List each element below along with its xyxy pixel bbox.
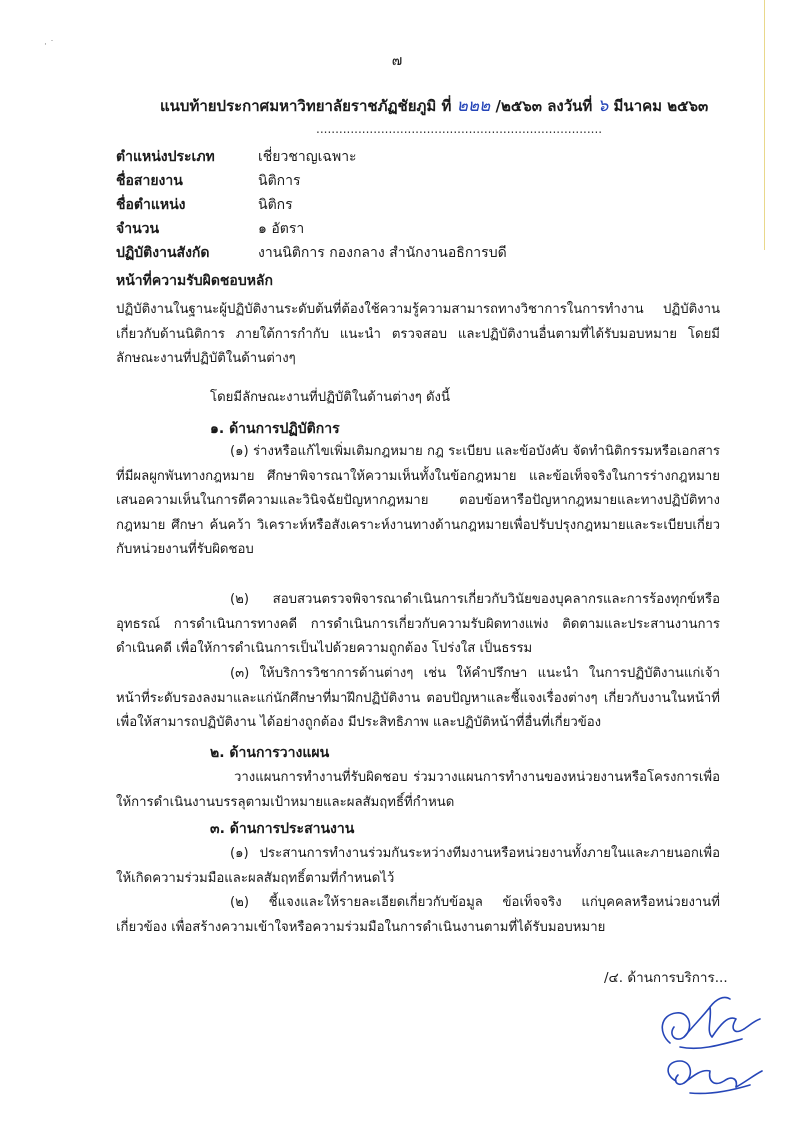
scan-edge-line <box>764 0 765 250</box>
field-label-position-type: ตำแหน่งประเภท <box>116 149 215 165</box>
handwritten-signature <box>650 985 770 1115</box>
section-2-item-1: วางแผนการทำงานที่รับผิดชอบ ร่วมวางแผนการทำงานของหน่วยงานหรือโครงการเพื่อให้การดำเนินงานบรรลุตามเป้าหมายและผลสัมฤทธิ์ที่กำหนด <box>116 770 720 810</box>
field-value-position-type: เชี่ยวชาญเฉพาะ <box>258 149 357 165</box>
section-1-item-3: (๓) ให้บริการวิชาการด้านต่างๆ เช่น ให้คำปรึกษา แนะนำ ในการปฏิบัติงานแก่เจ้าหน้าที่ระดับรองลงมาและแก่นักศึกษาที่มาฝึกปฏิบัติงาน ตอบปัญหาและชี้แจงเรื่องต่างๆ เกี่ยวกับงานในหน้าที่เพื่อให้สามารถปฏิบัติงาน ได้อย่างถูกต้อง มีประสิทธิภาพ และปฏิบัติหน้าที่อื่นที่เกี่ยวข้อง <box>116 666 720 730</box>
header-prefix: แนบท้ายประกาศมหาวิทยาลัยราชภัฏชัยภูมิ ที่ <box>160 97 452 115</box>
announcement-header <box>160 92 708 119</box>
main-duties-intro: ปฏิบัติงานในฐานะผู้ปฏิบัติงานระดับต้นที่ต้องใช้ความรู้ความสามารถทางวิชาการในการทำงาน ปฏิบัติงานเกี่ยวกับด้านนิติการ ภายใต้การกำกับ แนะนำ ตรวจสอบ และปฏิบัติงานอื่นตามที่ได้รับมอบหมาย โดยมีลักษณะงานที่ปฏิบัติในด้านต่างๆ <box>116 302 720 366</box>
field-label-quantity: จำนวน <box>116 221 160 237</box>
header-dotted-line: ........................................................................... <box>316 122 603 136</box>
section-1-item-1: (๑) ร่างหรือแก้ไขเพิ่มเติมกฎหมาย กฎ ระเบียบ และข้อบังคับ จัดทำนิติกรรมหรือเอกสารที่มีผลผูกพันทางกฎหมาย ศึกษาพิจารณาให้ความเห็นทั้งในข้อกฎหมาย และข้อเท็จจริงในการร่างกฎหมาย เสนอความเห็นในการตีความและวินิจฉัยปัญหากฎหมาย ตอบข้อหารือปัญหากฎหมายและทางปฏิบัติทางกฎหมาย ศึกษา ค้นคว้า วิเคราะห์หรือสังเคราะห์งานทางด้านกฎหมายเพื่อปรับปรุงกฎหมายและระเบียบเกี่ยวกับหน่วยงานที่รับผิดชอบ <box>116 444 720 557</box>
handwritten-day: ๖ <box>597 96 609 116</box>
main-duties-heading: หน้าที่ความรับผิดชอบหลัก <box>116 273 273 289</box>
header-year: /๒๕๖๓ ลงวันที่ <box>495 97 593 115</box>
continuation-note: /๔. ด้านการบริการ... <box>604 970 728 986</box>
section-1-item-2: (๒) สอบสวนตรวจพิจารณาดำเนินการเกี่ยวกับวินัยของบุคลากรและการร้องทุกข์หรืออุทธรณ์ การดำเนินการทางคดี การดำเนินการเกี่ยวกับความรับผิดทางแพ่ง ติดตามและประสานงานการดำเนินคดี เพื่อให้การดำเนินการเป็นไปด้วยความถูกต้อง โปร่งใส เป็นธรรม <box>116 592 720 656</box>
main-duties-lead: โดยมีลักษณะงานที่ปฏิบัติในด้านต่างๆ ดังนี้ <box>210 390 450 405</box>
header-month-year: มีนาคม ๒๕๖๓ <box>613 97 709 115</box>
field-label-affiliation: ปฏิบัติงานสังกัด <box>116 245 210 261</box>
section-1-heading: ๑. ด้านการปฏิบัติการ <box>210 421 340 437</box>
handwritten-number: ๒๒๒ <box>456 96 491 116</box>
field-value-line-of-work: นิติการ <box>258 173 301 189</box>
section-2-heading: ๒. ด้านการวางแผน <box>210 745 330 761</box>
page-number: ๗ <box>391 53 403 69</box>
field-value-affiliation: งานนิติการ กองกลาง สำนักงานอธิการบดี <box>258 245 507 261</box>
field-label-line-of-work: ชื่อสายงาน <box>116 173 183 189</box>
section-3-heading: ๓. ด้านการประสานงาน <box>210 821 355 837</box>
field-value-quantity: ๑ อัตรา <box>258 221 305 237</box>
field-value-position-name: นิติกร <box>258 197 293 213</box>
section-3-item-1: (๑) ประสานการทำงานร่วมกันระหว่างทีมงานหรือหน่วยงานทั้งภายในและภายนอกเพื่อให้เกิดความร่วมมือและผลสัมฤทธิ์ตามที่กำหนดไว้ <box>116 846 720 886</box>
section-3-item-2: (๒) ชี้แจงและให้รายละเอียดเกี่ยวกับข้อมูล ข้อเท็จจริง แก่บุคคลหรือหน่วยงานที่เกี่ยวข้อง เพื่อสร้างความเข้าใจหรือความร่วมมือในการดำเนินงานตามที่ได้รับมอบหมาย <box>116 895 720 935</box>
field-label-position-name: ชื่อตำแหน่ง <box>116 197 186 213</box>
scan-specks: · ˙ <box>44 40 55 50</box>
